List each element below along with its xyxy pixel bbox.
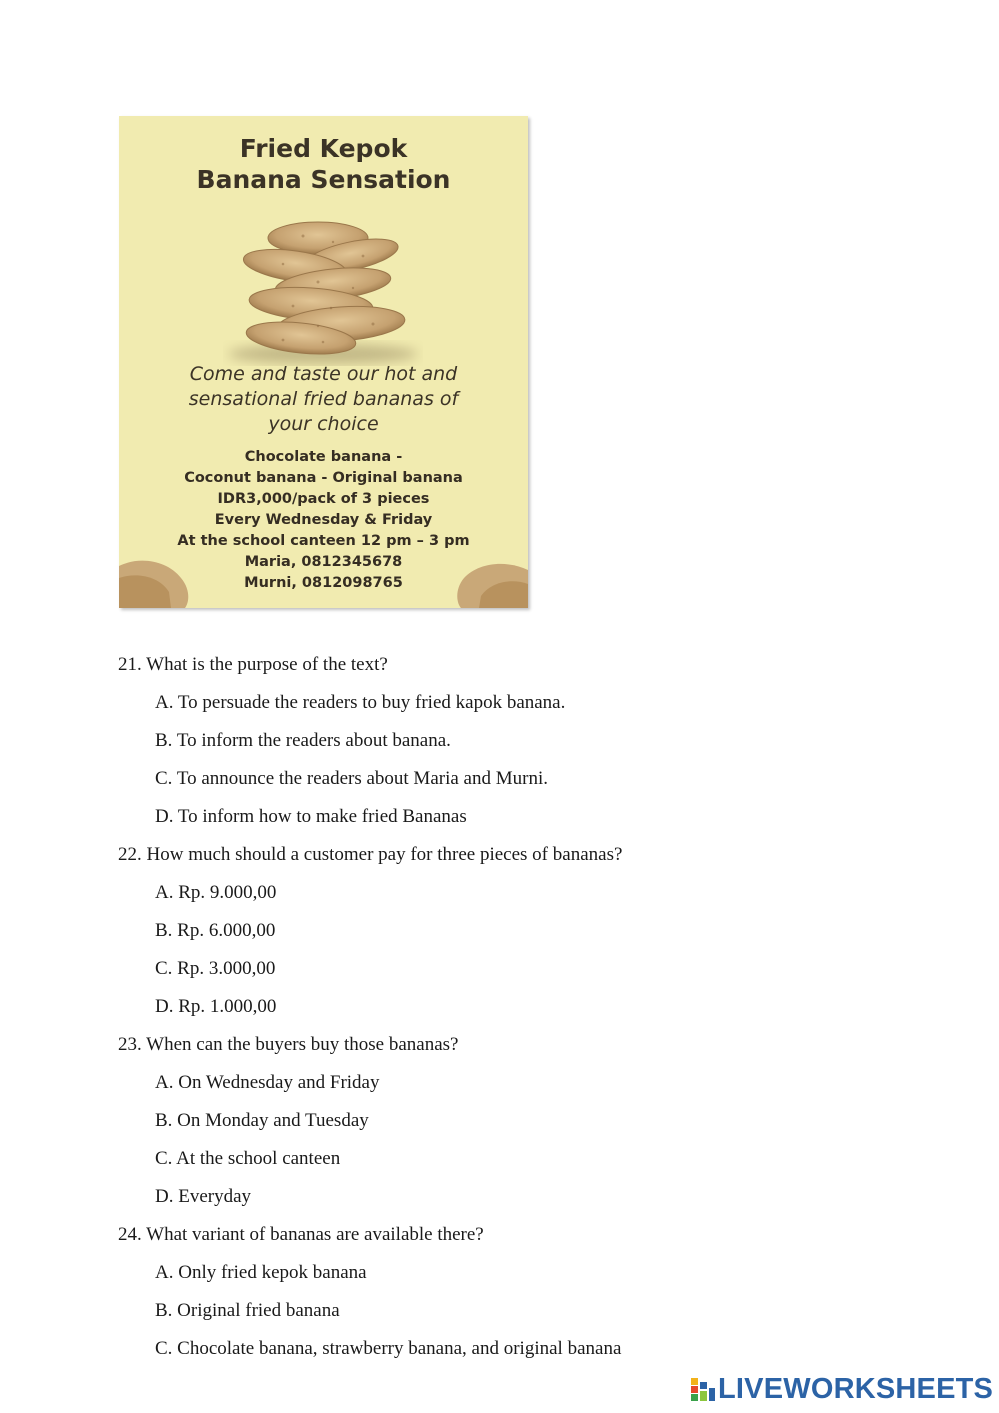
question-block bbox=[118, 652, 938, 842]
poster-title-line: Banana Sensation bbox=[196, 165, 451, 194]
answer-option: C. At the school canteen bbox=[155, 1148, 341, 1169]
poster-tagline-line: sensational fried bananas of bbox=[188, 388, 459, 410]
answer-option: D. Everyday bbox=[155, 1186, 252, 1207]
poster-detail-line: Every Wednesday & Friday bbox=[214, 512, 433, 528]
poster-detail-line: Murni, 0812098765 bbox=[244, 575, 403, 591]
poster-detail-line: Maria, 0812345678 bbox=[244, 554, 403, 570]
answer-option: C. Rp. 3.000,00 bbox=[155, 958, 276, 979]
answer-option: D. To inform how to make fried Bananas bbox=[155, 806, 467, 827]
answer-option: A. To persuade the readers to buy fried kapok banana. bbox=[155, 692, 566, 713]
poster-detail-line: Chocolate banana - bbox=[244, 449, 403, 465]
answer-option: C. To announce the readers about Maria and Murni. bbox=[155, 768, 548, 789]
poster-detail-line: Coconut banana - Original banana bbox=[184, 470, 463, 486]
poster-tagline bbox=[119, 362, 528, 437]
question-block bbox=[118, 1032, 938, 1222]
fried-banana-crumbs-image bbox=[119, 548, 528, 608]
question-block bbox=[118, 842, 938, 1032]
question-block bbox=[118, 1222, 938, 1374]
question-text: 24. What variant of bananas are available there? bbox=[118, 1224, 484, 1245]
answer-option: C. Chocolate banana, strawberry banana, and original banana bbox=[155, 1338, 622, 1359]
question-text: 23. When can the buyers buy those bananas? bbox=[118, 1034, 459, 1055]
fried-banana-image bbox=[223, 216, 423, 366]
answer-option: D. Rp. 1.000,00 bbox=[155, 996, 277, 1017]
answer-option: B. Original fried banana bbox=[155, 1300, 340, 1321]
quiz-questions bbox=[118, 652, 938, 1374]
answer-option: A. Only fried kepok banana bbox=[155, 1262, 367, 1283]
answer-option: B. To inform the readers about banana. bbox=[155, 730, 451, 751]
liveworksheets-logo[interactable] bbox=[690, 1373, 993, 1405]
liveworksheets-logo-icon bbox=[690, 1376, 716, 1402]
advertisement-poster bbox=[119, 116, 528, 608]
answer-option: A. Rp. 9.000,00 bbox=[155, 882, 277, 903]
answer-option: A. On Wednesday and Friday bbox=[155, 1072, 380, 1093]
question-text: 21. What is the purpose of the text? bbox=[118, 654, 388, 675]
poster-title bbox=[119, 133, 528, 195]
answer-option: B. Rp. 6.000,00 bbox=[155, 920, 276, 941]
poster-detail-line: At the school canteen 12 pm – 3 pm bbox=[177, 533, 470, 549]
poster-title-line: Fried Kepok bbox=[239, 134, 408, 163]
question-text: 22. How much should a customer pay for three pieces of bananas? bbox=[118, 844, 623, 865]
poster-detail-line: IDR3,000/pack of 3 pieces bbox=[217, 491, 430, 507]
logo-text: LIVEWORKSHEETS bbox=[718, 1372, 994, 1405]
answer-option: B. On Monday and Tuesday bbox=[155, 1110, 369, 1131]
poster-tagline-line: your choice bbox=[268, 413, 379, 435]
poster-tagline-line: Come and taste our hot and bbox=[189, 363, 458, 385]
